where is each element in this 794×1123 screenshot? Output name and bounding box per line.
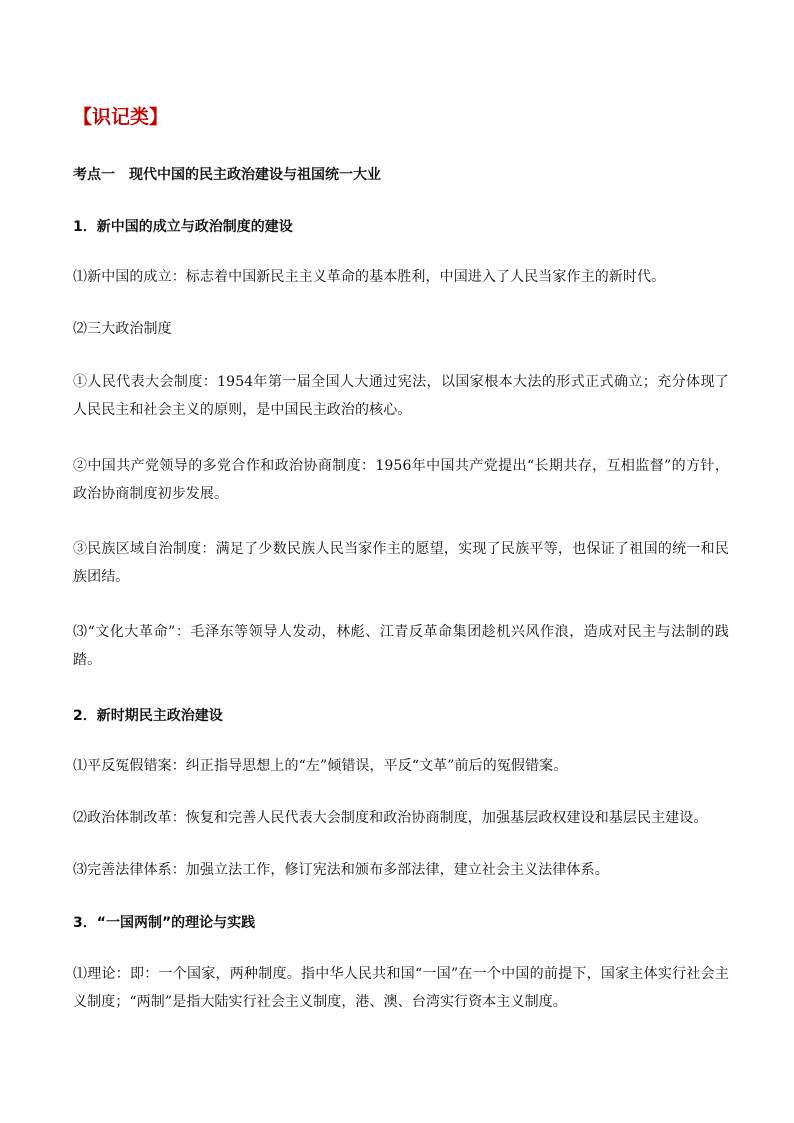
category-heading: 【识记类】 — [73, 106, 169, 128]
section-heading-1: 1．新中国的成立与政治制度的建设 — [73, 219, 293, 235]
paragraph: ②中国共产党领导的多党合作和政治协商制度：1956年中国共产党提出“长期共存，互相监督”的方针，政治协商制度初步发展。 — [73, 458, 729, 502]
paragraph: ③民族区域自治制度：满足了少数民族人民当家作主的愿望，实现了民族平等，也保证了祖国的统一和民族团结。 — [73, 541, 729, 585]
paragraph: ⑴理论：即：一个国家，两种制度。指中华人民共和国“一国”在一个中国的前提下，国家主体实行社会主义制度；“两制”是指大陆实行社会主义制度，港、澳、台湾实行资本主义制度。 — [73, 966, 729, 1010]
paragraph: ①人民代表大会制度：1954年第一届全国人大通过宪法，以国家根本大法的形式正式确立；充分体现了人民民主和社会主义的原则，是中国民主政治的核心。 — [73, 374, 729, 418]
topic-label: 考点一 — [73, 167, 115, 183]
section-heading-2: 2．新时期民主政治建设 — [73, 708, 223, 724]
paragraph: ⑵政治体制改革：恢复和完善人民代表大会制度和政治协商制度，加强基层政权建设和基层民主建设。 — [73, 810, 708, 826]
topic-title: 现代中国的民主政治建设与祖国统一大业 — [129, 167, 381, 183]
paragraph: ⑵三大政治制度 — [73, 321, 172, 337]
section-heading-3: 3．“一国两制”的理论与实践 — [73, 915, 256, 931]
topic-heading — [73, 164, 381, 184]
paragraph: ⑶“文化大革命”：毛泽东等领导人发动，林彪、江青反革命集团趁机兴风作浪，造成对民主与法制的践踏。 — [73, 624, 729, 668]
paragraph: ⑴平反冤假错案：纠正指导思想上的“左”倾错误，平反“文革”前后的冤假错案。 — [73, 758, 568, 774]
paragraph: ⑶完善法律体系：加强立法工作，修订宪法和颁布多部法律，建立社会主义法律体系。 — [73, 862, 609, 878]
paragraph: ⑴新中国的成立：标志着中国新民主主义革命的基本胜利，中国进入了人民当家作主的新时代。 — [73, 269, 666, 285]
